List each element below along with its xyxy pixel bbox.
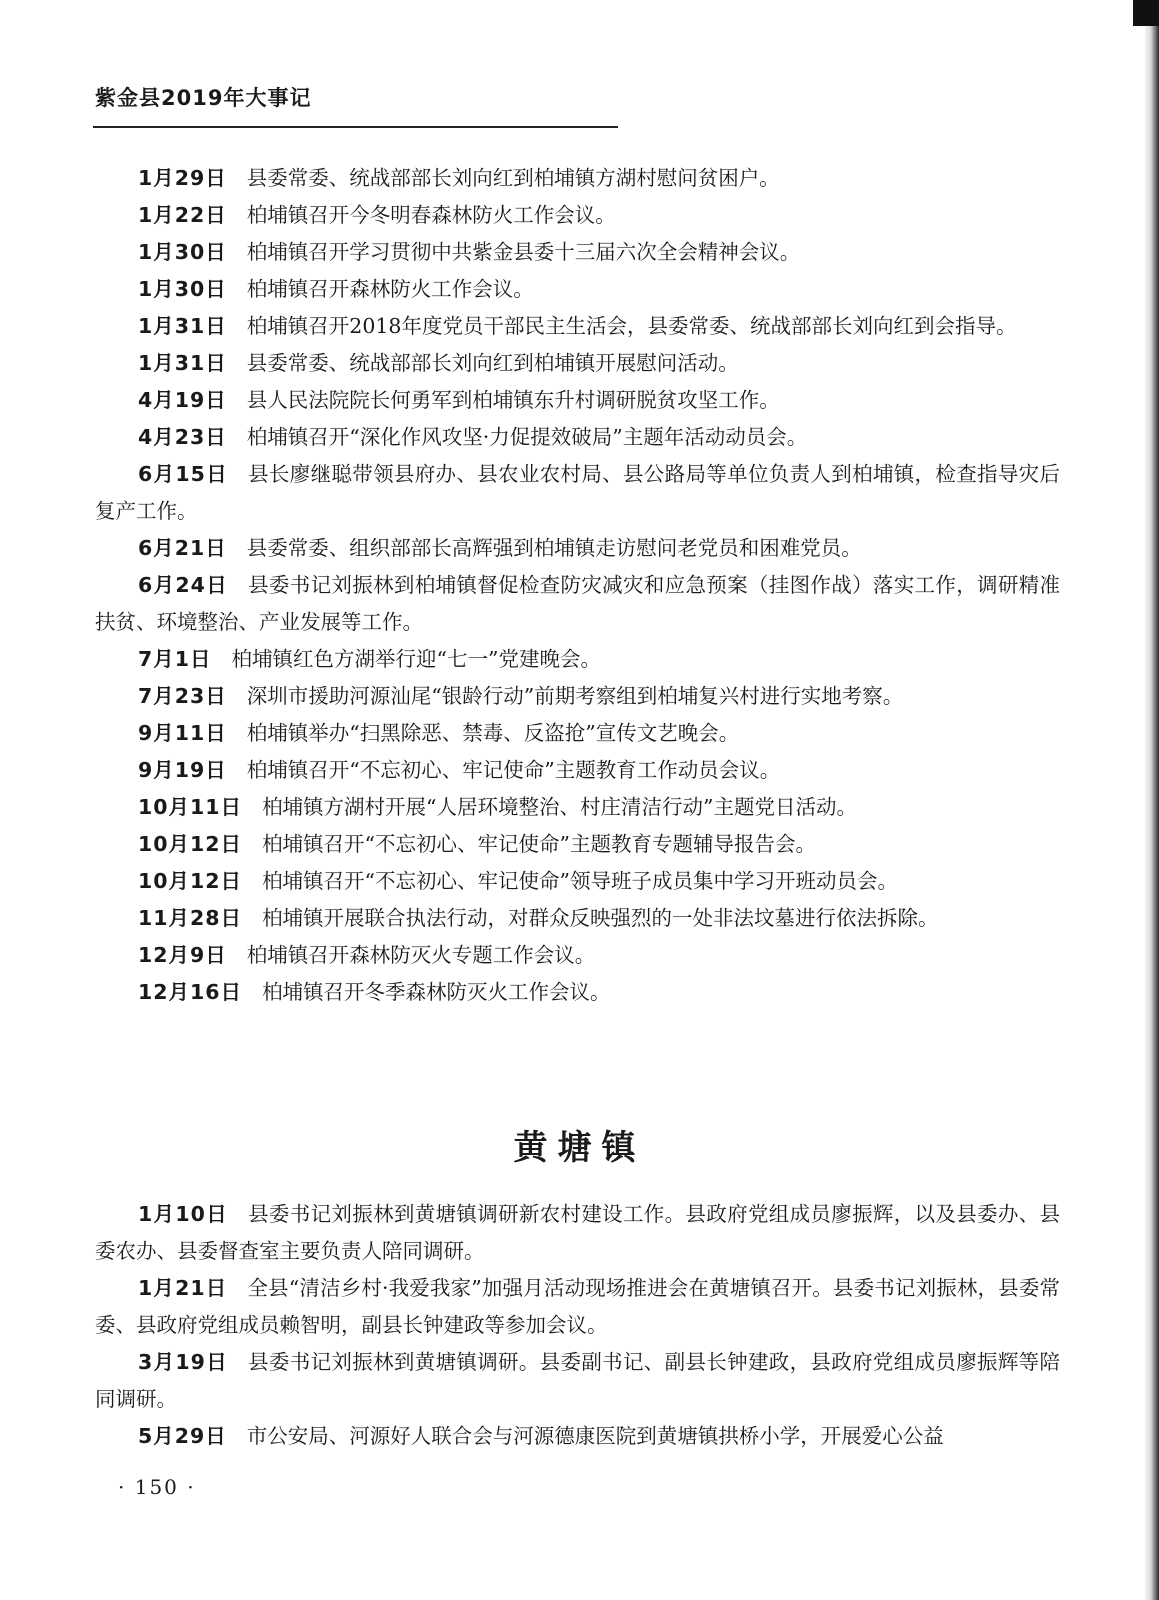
- entry-text: 县委常委、组织部部长高辉强到柏埔镇走访慰问老党员和困难党员。: [246, 536, 862, 560]
- huangtang-entries: [95, 1196, 1060, 1455]
- entry: [95, 1344, 1060, 1418]
- entry-date: 1月31日: [138, 351, 227, 375]
- entry: [95, 530, 1060, 567]
- bopu-entries: [95, 160, 1060, 1011]
- entry-date: 7月1日: [138, 647, 212, 671]
- entry: [95, 382, 1060, 419]
- entry-text: 柏埔镇开展联合执法行动，对群众反映强烈的一处非法坟墓进行依法拆除。: [262, 906, 939, 930]
- entry: [95, 456, 1060, 530]
- entry: [95, 900, 1060, 937]
- entry-date: 12月16日: [138, 980, 243, 1004]
- entry-text: 县人民法院院长何勇军到柏埔镇东升村调研脱贫攻坚工作。: [246, 388, 780, 412]
- entry-date: 3月19日: [138, 1350, 229, 1374]
- entry-date: 4月23日: [138, 425, 227, 449]
- scan-corner-mark: [1133, 0, 1159, 26]
- entry: [95, 1418, 1060, 1455]
- running-header: 紫金县2019年大事记: [95, 86, 312, 110]
- entry: [95, 678, 1060, 715]
- scan-border: [1145, 0, 1159, 1600]
- page-number: · 150 ·: [118, 1475, 196, 1499]
- entry-text: 柏埔镇红色方湖举行迎“七一”党建晚会。: [231, 647, 601, 671]
- entry-date: 4月19日: [138, 388, 227, 412]
- entry: [95, 308, 1060, 345]
- entry-text: 深圳市援助河源汕尾“银龄行动”前期考察组到柏埔复兴村进行实地考察。: [246, 684, 904, 708]
- entry-text: 柏埔镇举办“扫黑除恶、禁毒、反盗抢”宣传文艺晚会。: [246, 721, 740, 745]
- entry: [95, 1196, 1060, 1270]
- entry-text: 县委书记刘振林到黄塘镇调研新农村建设工作。县政府党组成员廖振辉，以及县委办、县委农办、县委督查室主要负责人陪同调研。: [95, 1202, 1061, 1263]
- entry-text: 柏埔镇方湖村开展“人居环境整治、村庄清洁行动”主题党日活动。: [262, 795, 858, 819]
- entry: [95, 567, 1060, 641]
- entry-text: 县长廖继聪带领县府办、县农业农村局、县公路局等单位负责人到柏埔镇，检查指导灾后复产工作。: [95, 462, 1061, 523]
- header-rule: [93, 126, 618, 128]
- entry-text: 全县“清洁乡村·我爱我家”加强月活动现场推进会在黄塘镇召开。县委书记刘振林，县委常委、县政府党组成员赖智明，副县长钟建政等参加会议。: [95, 1276, 1060, 1337]
- entry-text: 柏埔镇召开冬季森林防灭火工作会议。: [262, 980, 611, 1004]
- entry-date: 5月29日: [138, 1424, 227, 1448]
- entry-text: 柏埔镇召开“不忘初心、牢记使命”领导班子成员集中学习开班动员会。: [262, 869, 899, 893]
- entry-date: 1月30日: [138, 240, 227, 264]
- entry-text: 县委书记刘振林到黄塘镇调研。县委副书记、副县长钟建政，县政府党组成员廖振辉等陪同调研。: [95, 1350, 1061, 1411]
- entry-date: 1月10日: [138, 1202, 229, 1226]
- entry-text: 县委常委、统战部部长刘向红到柏埔镇方湖村慰问贫困户。: [246, 166, 780, 190]
- entry: [95, 937, 1060, 974]
- entry-text: 柏埔镇召开“不忘初心、牢记使命”主题教育专题辅导报告会。: [262, 832, 817, 856]
- entry: [95, 974, 1060, 1011]
- entry-text: 县委书记刘振林到柏埔镇督促检查防灾减灾和应急预案（挂图作战）落实工作，调研精准扶贫、环境整治、产业发展等工作。: [95, 573, 1061, 634]
- entry-text: 柏埔镇召开“深化作风攻坚·力促提效破局”主题年活动动员会。: [246, 425, 808, 449]
- entry-date: 10月12日: [138, 869, 243, 893]
- entry: [95, 1270, 1060, 1344]
- entry: [95, 789, 1060, 826]
- entry-date: 6月24日: [138, 573, 229, 597]
- entry: [95, 641, 1060, 678]
- entry-text: 柏埔镇召开森林防火工作会议。: [246, 277, 534, 301]
- entry-date: 10月12日: [138, 832, 243, 856]
- entry-text: 柏埔镇召开森林防灭火专题工作会议。: [246, 943, 596, 967]
- entry-date: 11月28日: [138, 906, 243, 930]
- entry-date: 6月21日: [138, 536, 227, 560]
- entry-date: 1月31日: [138, 314, 227, 338]
- entry-date: 1月29日: [138, 166, 227, 190]
- section-title-huangtang: 黄塘镇: [513, 1128, 646, 1168]
- entry-date: 6月15日: [138, 462, 229, 486]
- entry-date: 1月22日: [138, 203, 227, 227]
- entry: [95, 234, 1060, 271]
- entry-date: 1月21日: [138, 1276, 228, 1300]
- entry: [95, 197, 1060, 234]
- entry-text: 县委常委、统战部部长刘向红到柏埔镇开展慰问活动。: [246, 351, 739, 375]
- entry: [95, 715, 1060, 752]
- entry-date: 9月19日: [138, 758, 227, 782]
- entry: [95, 160, 1060, 197]
- entry-text: 柏埔镇召开“不忘初心、牢记使命”主题教育工作动员会议。: [246, 758, 781, 782]
- entry-date: 9月11日: [138, 721, 227, 745]
- entry: [95, 752, 1060, 789]
- entry-text: 柏埔镇召开学习贯彻中共紫金县委十三届六次全会精神会议。: [246, 240, 801, 264]
- entry-date: 7月23日: [138, 684, 227, 708]
- entry: [95, 271, 1060, 308]
- entry-text: 柏埔镇召开2018年度党员干部民主生活会，县委常委、统战部部长刘向红到会指导。: [246, 314, 1017, 338]
- entry-text: 柏埔镇召开今冬明春森林防火工作会议。: [246, 203, 616, 227]
- entry-date: 1月30日: [138, 277, 227, 301]
- entry: [95, 419, 1060, 456]
- entry: [95, 826, 1060, 863]
- entry-text: 市公安局、河源好人联合会与河源德康医院到黄塘镇拱桥小学，开展爱心公益: [246, 1424, 944, 1448]
- entry: [95, 345, 1060, 382]
- entry: [95, 863, 1060, 900]
- entry-date: 12月9日: [138, 943, 227, 967]
- entry-date: 10月11日: [138, 795, 243, 819]
